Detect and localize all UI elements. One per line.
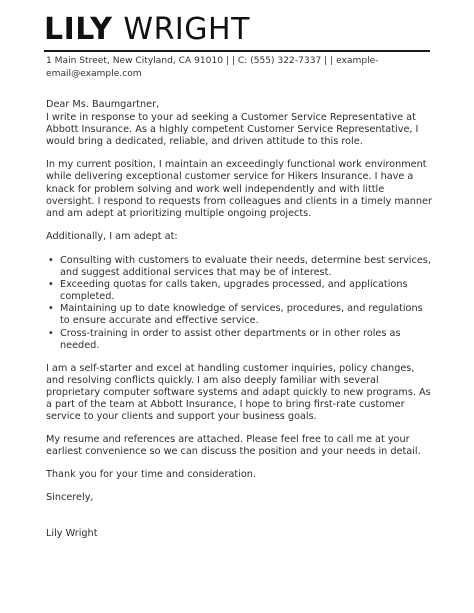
letter-body: [46, 99, 432, 540]
list-item-text: Maintaining up to date knowledge of services, procedures, and regulations to ensure accurate and effective service.: [60, 303, 423, 327]
paragraph-skills-intro: Additionally, I am adept at:: [46, 230, 178, 242]
salutation: Dear Ms. Baumgartner,: [46, 99, 160, 110]
last-name: WRIGHT: [123, 12, 250, 47]
signature-name: Lily Wright: [46, 527, 98, 539]
list-item: [46, 255, 432, 279]
contact-info: [46, 55, 416, 81]
bullet-icon: •: [48, 279, 54, 291]
applicant-name: [44, 14, 250, 46]
contact-line-1: 1 Main Street, New Cityland, CA 91010 | | C: (555) 322-7337 | | example-: [46, 56, 379, 66]
list-item: [46, 328, 432, 352]
list-item-text: Consulting with customers to evaluate their needs, determine best services, and suggest additional services that may be of interest.: [60, 254, 431, 279]
contact-line-2: email@example.com: [46, 69, 142, 79]
list-item: [46, 279, 432, 303]
paragraph-intro: I write in response to your ad seeking a Customer Service Representative at Abbott Insurance. As a highly competent Customer Service Representative, I would bring a dedicated, reliable, and driven attitude to this role.: [46, 112, 419, 148]
bullet-icon: •: [48, 327, 54, 339]
bullet-icon: •: [48, 303, 54, 315]
first-name: LILY: [44, 12, 113, 47]
paragraph-thanks: Thank you for your time and consideration.: [46, 469, 257, 481]
header-divider: [44, 50, 430, 52]
list-item-text: Cross-training in order to assist other departments or in other roles as needed.: [60, 327, 401, 351]
paragraph-current-position: In my current position, I maintain an exceedingly functional work environment while delivering exceptional customer service for Hikers Insurance. I have a knack for problem solving and work well independently and with little oversight. I respond to requests from colleagues and clients in a timely manner and am adept at prioritizing multiple ongoing projects.: [46, 159, 432, 219]
closing: Sincerely,: [46, 492, 94, 504]
list-item-text: Exceeding quotas for calls taken, upgrades processed, and applications completed.: [60, 279, 408, 303]
bullet-icon: •: [48, 254, 54, 266]
skills-list: [46, 255, 432, 352]
paragraph-self-starter: I am a self-starter and excel at handling customer inquiries, policy changes, and resolving conflicts quickly. I am also deeply familiar with several proprietary computer software systems and adapt quickly to new programs. As a part of the team at Abbott Insurance, I hope to bring first-rate customer service to your clients and support your business goals.: [46, 362, 431, 423]
list-item: [46, 303, 432, 327]
paragraph-attachments: My resume and references are attached. Please feel free to call me at your earliest convenience so we can discuss the position and your needs in detail.: [46, 434, 421, 458]
